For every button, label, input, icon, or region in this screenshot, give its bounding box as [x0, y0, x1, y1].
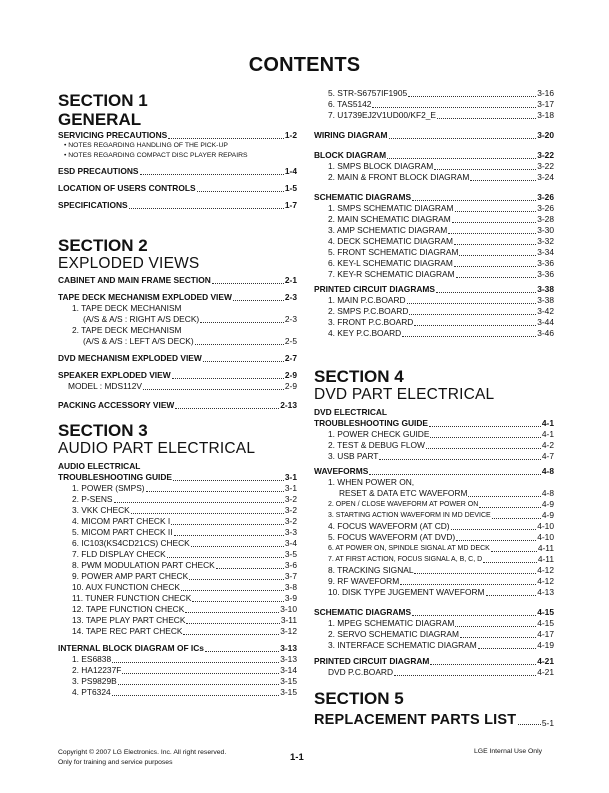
toc-entry-text: 10. DISK TYPE JUGEMENT WAVEFORM	[328, 587, 485, 597]
toc-entry[interactable]	[72, 483, 297, 494]
toc-entry-text: 13. TAPE PLAY PART CHECK	[72, 615, 186, 625]
toc-entry-text: 9. POWER AMP PART CHECK	[72, 571, 189, 581]
toc-entry[interactable]	[328, 328, 554, 339]
toc-entry-page: 3-44	[537, 317, 554, 327]
toc-entry-text: 3. STARTING ACTION WAVEFORM IN MD DEVICE	[328, 512, 491, 519]
toc-entry[interactable]: ESD PRECAUTIONS 1-4	[58, 166, 297, 176]
toc-entry-text: 2. TEST & DEBUG FLOW	[328, 440, 425, 450]
toc-entry-page: 4-12	[537, 576, 554, 586]
toc-entry[interactable]: RESET & DATA ETC WAVEFORM 4-8	[339, 488, 554, 498]
toc-entry[interactable]: (A/S & A/S : LEFT A/S DECK) 2-5	[83, 336, 297, 346]
toc-entry[interactable]: PRINTED CIRCUIT DIAGRAMS 3-38	[314, 284, 554, 294]
toc-entry[interactable]	[72, 516, 297, 527]
toc-entry[interactable]: SPECIFICATIONS 1-7	[58, 200, 297, 210]
page-title: CONTENTS	[248, 54, 361, 76]
toc-entry[interactable]	[72, 494, 297, 505]
toc-entry-page: 4-17	[537, 629, 554, 639]
toc-entry-text: 1. SMPS SCHEMATIC DIAGRAM	[328, 203, 454, 213]
toc-entry[interactable]	[328, 236, 554, 247]
toc-entry-text: 2. SMPS P.C.BOARD	[328, 306, 409, 316]
toc-entry-text: 3. FRONT P.C.BOARD	[328, 317, 414, 327]
section5-label: SECTION 5	[314, 689, 404, 708]
toc-entry-page: 3-12	[280, 626, 297, 636]
toc-entry-text: 5. FRONT SCHEMATIC DIAGRAM	[328, 247, 459, 257]
toc-entry[interactable]	[72, 571, 297, 582]
toc-entry[interactable]	[328, 532, 554, 543]
toc-entry-page: 4-9	[541, 510, 554, 520]
toc-entry-page: 4-11	[537, 554, 554, 564]
toc-entry[interactable]: (A/S & A/S : RIGHT A/S DECK) 2-3	[83, 314, 297, 324]
toc-entry[interactable]: BLOCK DIAGRAM 3-22	[314, 150, 554, 160]
section3-block	[58, 421, 297, 698]
toc-entry[interactable]	[328, 640, 554, 651]
toc-entry-page: 3-15	[280, 676, 297, 686]
toc-entry-page: 3-4	[284, 538, 297, 548]
toc-entry[interactable]: TROUBLESHOOTING GUIDE 3-1	[58, 472, 297, 482]
toc-entry-text: 4. FOCUS WAVEFORM (AT CD)	[328, 521, 450, 531]
toc-entry-page: 3-1	[284, 483, 297, 493]
toc-entry[interactable]	[328, 295, 554, 306]
toc-entry[interactable]	[72, 626, 297, 637]
section1-block	[58, 91, 297, 211]
toc-entry[interactable]: INTERNAL BLOCK DIAGRAM OF ICs 3-13	[58, 643, 297, 653]
dvd-schematic-list	[314, 618, 554, 651]
toc-entry-page: 4-2	[541, 440, 554, 450]
section2-label: SECTION 2	[58, 236, 148, 255]
toc-entry[interactable]: TROUBLESHOOTING GUIDE 4-1	[314, 418, 554, 428]
toc-entry-page: 3-16	[537, 88, 554, 98]
toc-entry-text: 7. AT FIRST ACTION, FOCUS SIGNAL A, B, C, D	[328, 556, 483, 563]
toc-entry-page: 4-11	[537, 543, 554, 553]
toc-entry-text: 12. TAPE FUNCTION CHECK	[72, 604, 185, 614]
section3-continued	[314, 88, 554, 339]
dvd-troubleshooting-list	[314, 429, 554, 462]
toc-subheading: 1. TAPE DECK MECHANISM	[72, 303, 182, 313]
toc-entry-page: 3-2	[284, 505, 297, 515]
toc-entry-page: 3-14	[280, 665, 297, 675]
toc-entry[interactable]	[328, 306, 554, 317]
toc-entry[interactable]	[72, 676, 297, 687]
toc-entry[interactable]: LOCATION OF USERS CONTROLS 1-5	[58, 183, 297, 193]
toc-entry-text: 2. OPEN / CLOSE WAVEFORM AT POWER ON	[328, 501, 479, 508]
toc-entry-page: 3-34	[537, 247, 554, 257]
toc-entry-text: 3. PS9829B	[72, 676, 117, 686]
toc-entry[interactable]	[328, 110, 554, 121]
toc-entry[interactable]	[72, 654, 297, 665]
toc-entry-page: 3-26	[537, 203, 554, 213]
toc-entry-text: 10. AUX FUNCTION CHECK	[72, 582, 180, 592]
toc-entry[interactable]	[72, 505, 297, 516]
toc-entry[interactable]: CABINET AND MAIN FRAME SECTION 2-1	[58, 275, 297, 285]
toc-entry-text: 1. POWER (SMPS)	[72, 483, 145, 493]
toc-entry[interactable]	[328, 225, 554, 236]
toc-entry[interactable]	[328, 565, 554, 576]
toc-entry-page: 3-28	[537, 214, 554, 224]
toc-entry-text: 3. AMP SCHEMATIC DIAGRAM	[328, 225, 448, 235]
toc-entry[interactable]	[328, 161, 554, 172]
toc-entry-text: 4. KEY P.C.BOARD	[328, 328, 402, 338]
toc-entry-page: 4-15	[537, 618, 554, 628]
section1-label: SECTION 1	[58, 91, 148, 110]
toc-entry-page: 3-18	[537, 110, 554, 120]
toc-entry-page: 3-10	[280, 604, 297, 614]
toc-entry-text: 11. TUNER FUNCTION CHECK	[72, 593, 192, 603]
toc-entry-text: 2. MAIN SCHEMATIC DIAGRAM	[328, 214, 451, 224]
toc-entry-text: 4. DECK SCHEMATIC DIAGRAM	[328, 236, 454, 246]
toc-entry-page: 3-15	[280, 687, 297, 697]
toc-entry-text: 7. U1739EJ2V1UD00/KF2_E	[328, 110, 437, 120]
toc-entry-page: 3-38	[537, 295, 554, 305]
section4-name: DVD PART ELECTRICAL	[314, 386, 495, 403]
toc-entry[interactable]: SCHEMATIC DIAGRAMS 4-15	[314, 607, 554, 617]
toc-entry-text: 8. PWM MODULATION PART CHECK	[72, 560, 215, 570]
training-text: Only for training and service purposes	[58, 759, 173, 766]
toc-entry[interactable]	[72, 593, 297, 604]
toc-entry[interactable]	[328, 317, 554, 328]
toc-entry-page: 3-11	[280, 615, 297, 625]
toc-entry-page: 3-8	[284, 582, 297, 592]
toc-entry-page: 4-10	[537, 532, 554, 542]
toc-entry[interactable]: DVD P.C.BOARD 4-21	[328, 667, 554, 677]
toc-entry-page: 3-36	[537, 269, 554, 279]
toc-entry[interactable]	[328, 172, 554, 183]
page-number: 1-1	[290, 752, 304, 763]
toc-entry[interactable]: MODEL : MDS112V 2-9	[68, 381, 297, 391]
toc-entry-page: 4-13	[537, 587, 554, 597]
toc-entry[interactable]: DVD MECHANISM EXPLODED VIEW 2-7	[58, 353, 297, 363]
toc-entry-page: 3-9	[284, 593, 297, 603]
toc-entry[interactable]	[72, 582, 297, 593]
toc-entry-text: 5. STR-S6757IF1905	[328, 88, 408, 98]
pcb-list	[314, 295, 554, 339]
toc-entry[interactable]	[72, 549, 297, 560]
toc-entry-page: 4-19	[537, 640, 554, 650]
toc-entry-text: 2. HA12237F	[72, 665, 122, 675]
toc-entry[interactable]	[72, 538, 297, 549]
toc-entry-page: 3-42	[537, 306, 554, 316]
toc-entry[interactable]	[328, 258, 554, 269]
toc-entry-text: 5. FOCUS WAVEFORM (AT DVD)	[328, 532, 456, 542]
toc-entry[interactable]: WAVEFORMS 4-8	[314, 466, 554, 476]
toc-entry-text: 8. TRACKING SIGNAL	[328, 565, 414, 575]
toc-entry[interactable]: PACKING ACCESSORY VIEW 2-13	[58, 400, 297, 410]
toc-entry-text: 1. SMPS BLOCK DIAGRAM	[328, 161, 434, 171]
note-cd-repairs: • NOTES REGARDING COMPACT DISC PLAYER REPAIRS	[64, 152, 248, 159]
toc-entry-text: 3. USB PART	[328, 451, 379, 461]
toc-entry[interactable]	[72, 560, 297, 571]
waveform-list	[314, 499, 554, 598]
block-diagram-list	[314, 161, 554, 183]
section3-name: AUDIO PART ELECTRICAL	[58, 440, 256, 457]
toc-entry-text: 14. TAPE REC PART CHECK	[72, 626, 183, 636]
toc-entry-page: 4-10	[537, 521, 554, 531]
toc-entry-text: 3. INTERFACE SCHEMATIC DIAGRAM	[328, 640, 477, 650]
footer-left	[58, 748, 226, 768]
section3-label: SECTION 3	[58, 421, 148, 440]
toc-entry[interactable]	[328, 88, 554, 99]
section2-name: EXPLODED VIEWS	[58, 255, 200, 272]
toc-entry-text: 7. FLD DISPLAY CHECK	[72, 549, 166, 559]
toc-entry-page: 3-5	[284, 549, 297, 559]
toc-entry-page: 3-7	[284, 571, 297, 581]
toc-entry[interactable]	[72, 665, 297, 676]
toc-entry[interactable]	[328, 521, 554, 532]
toc-entry[interactable]: PRINTED CIRCUIT DIAGRAM 4-21	[314, 656, 554, 666]
toc-entry-page: 4-1	[541, 429, 554, 439]
toc-entry-page: 3-17	[537, 99, 554, 109]
toc-subheading: 1. WHEN POWER ON,	[328, 477, 415, 487]
toc-entry[interactable]	[328, 440, 554, 451]
toc-entry-page: 3-46	[537, 328, 554, 338]
toc-entry[interactable]	[328, 576, 554, 587]
toc-entry[interactable]	[328, 451, 554, 462]
toc-entry-text: 1. MPEG SCHEMATIC DIAGRAM	[328, 618, 455, 628]
section4-label: SECTION 4	[314, 367, 404, 386]
toc-entry[interactable]	[72, 527, 297, 538]
toc-entry-text: 1. ES6838	[72, 654, 112, 664]
toc-entry[interactable]: SCHEMATIC DIAGRAMS 3-26	[314, 192, 554, 202]
toc-entry[interactable]	[328, 269, 554, 280]
toc-subheading: DVD ELECTRICAL	[314, 407, 388, 417]
toc-entry-text: 4. MICOM PART CHECK I	[72, 516, 171, 526]
toc-entry[interactable]: SPEAKER EXPLODED VIEW 2-9	[58, 370, 297, 380]
toc-entry-text: 7. KEY-R SCHEMATIC DIAGRAM	[328, 269, 455, 279]
toc-subheading: 2. TAPE DECK MECHANISM	[72, 325, 182, 335]
toc-entry-text: 6. TAS5142	[328, 99, 372, 109]
copyright-text: Copyright © 2007 LG Electronics. Inc. All right reserved.	[58, 749, 227, 756]
toc-entry-text: 9. RF WAVEFORM	[328, 576, 400, 586]
note-pickup: • NOTES REGARDING HANDLING OF THE PICK-UP	[64, 142, 228, 149]
ic-list-continued	[314, 88, 554, 121]
toc-entry[interactable]	[328, 587, 554, 598]
section1-name: GENERAL	[58, 110, 142, 129]
section5-block	[314, 689, 554, 729]
toc-entry-text: 1. MAIN P.C.BOARD	[328, 295, 406, 305]
section4-block	[314, 367, 554, 678]
toc-entry-text: 6. IC103(KS4CD21CS) CHECK	[72, 538, 190, 548]
toc-entry-page: 3-6	[284, 560, 297, 570]
toc-entry[interactable]	[328, 203, 554, 214]
toc-entry[interactable]	[328, 499, 554, 510]
toc-entry[interactable]: SERVICING PRECAUTIONS 1-2	[58, 130, 297, 140]
toc-entry-page: 3-13	[280, 654, 297, 664]
toc-entry[interactable]	[328, 510, 554, 521]
toc-entry[interactable]	[328, 554, 554, 565]
toc-entry-page: 4-7	[541, 451, 554, 461]
toc-entry-text: 3. VKK CHECK	[72, 505, 130, 515]
toc-entry[interactable]	[328, 247, 554, 258]
toc-entry-page: 3-2	[284, 516, 297, 526]
toc-entry[interactable]	[328, 214, 554, 225]
toc-entry[interactable]	[72, 604, 297, 615]
toc-entry[interactable]	[328, 99, 554, 110]
toc-entry-page: 3-24	[537, 172, 554, 182]
toc-entry-text: 6. AT POWER ON, SPINDLE SIGNAL AT MD DECK	[328, 545, 490, 552]
toc-entry-page: 4-12	[537, 565, 554, 575]
toc-entry[interactable]	[328, 543, 554, 554]
toc-entry-text: 4. PT6324	[72, 687, 111, 697]
toc-entry-page: 3-2	[284, 494, 297, 504]
toc-entry-page: 4-9	[541, 499, 554, 509]
toc-entry[interactable]	[328, 618, 554, 629]
toc-entry-text: 1. POWER CHECK GUIDE	[328, 429, 430, 439]
toc-entry[interactable]	[328, 629, 554, 640]
toc-entry[interactable]	[72, 687, 297, 698]
toc-entry[interactable]	[328, 429, 554, 440]
toc-entry-page: 3-36	[537, 258, 554, 268]
ic-list	[58, 654, 297, 698]
toc-entry-text: 2. P-SENS	[72, 494, 113, 504]
toc-entry-text: 2. SERVO SCHEMATIC DIAGRAM	[328, 629, 459, 639]
toc-entry-page: 3-3	[284, 527, 297, 537]
troubleshooting-list	[58, 483, 297, 637]
toc-entry-page: 3-22	[537, 161, 554, 171]
toc-entry[interactable]: TAPE DECK MECHANISM EXPLODED VIEW 2-3	[58, 292, 297, 302]
toc-subheading: AUDIO ELECTRICAL	[58, 461, 141, 471]
toc-entry-page: 3-30	[537, 225, 554, 235]
section2-block	[58, 236, 297, 411]
toc-entry-text: 5. MICOM PART CHECK II	[72, 527, 173, 537]
toc-entry-text: 2. MAIN & FRONT BLOCK DIAGRAM	[328, 172, 470, 182]
toc-entry-page: 3-32	[537, 236, 554, 246]
toc-entry-text: 6. KEY-L SCHEMATIC DIAGRAM	[328, 258, 453, 268]
toc-entry[interactable]	[72, 615, 297, 626]
schematic-list	[314, 203, 554, 280]
internal-use-label: LGE Internal Use Only	[474, 748, 542, 755]
toc-entry-replacement[interactable]: REPLACEMENT PARTS LIST 5-1	[314, 712, 554, 728]
toc-entry[interactable]: WIRING DIAGRAM 3-20	[314, 130, 554, 140]
